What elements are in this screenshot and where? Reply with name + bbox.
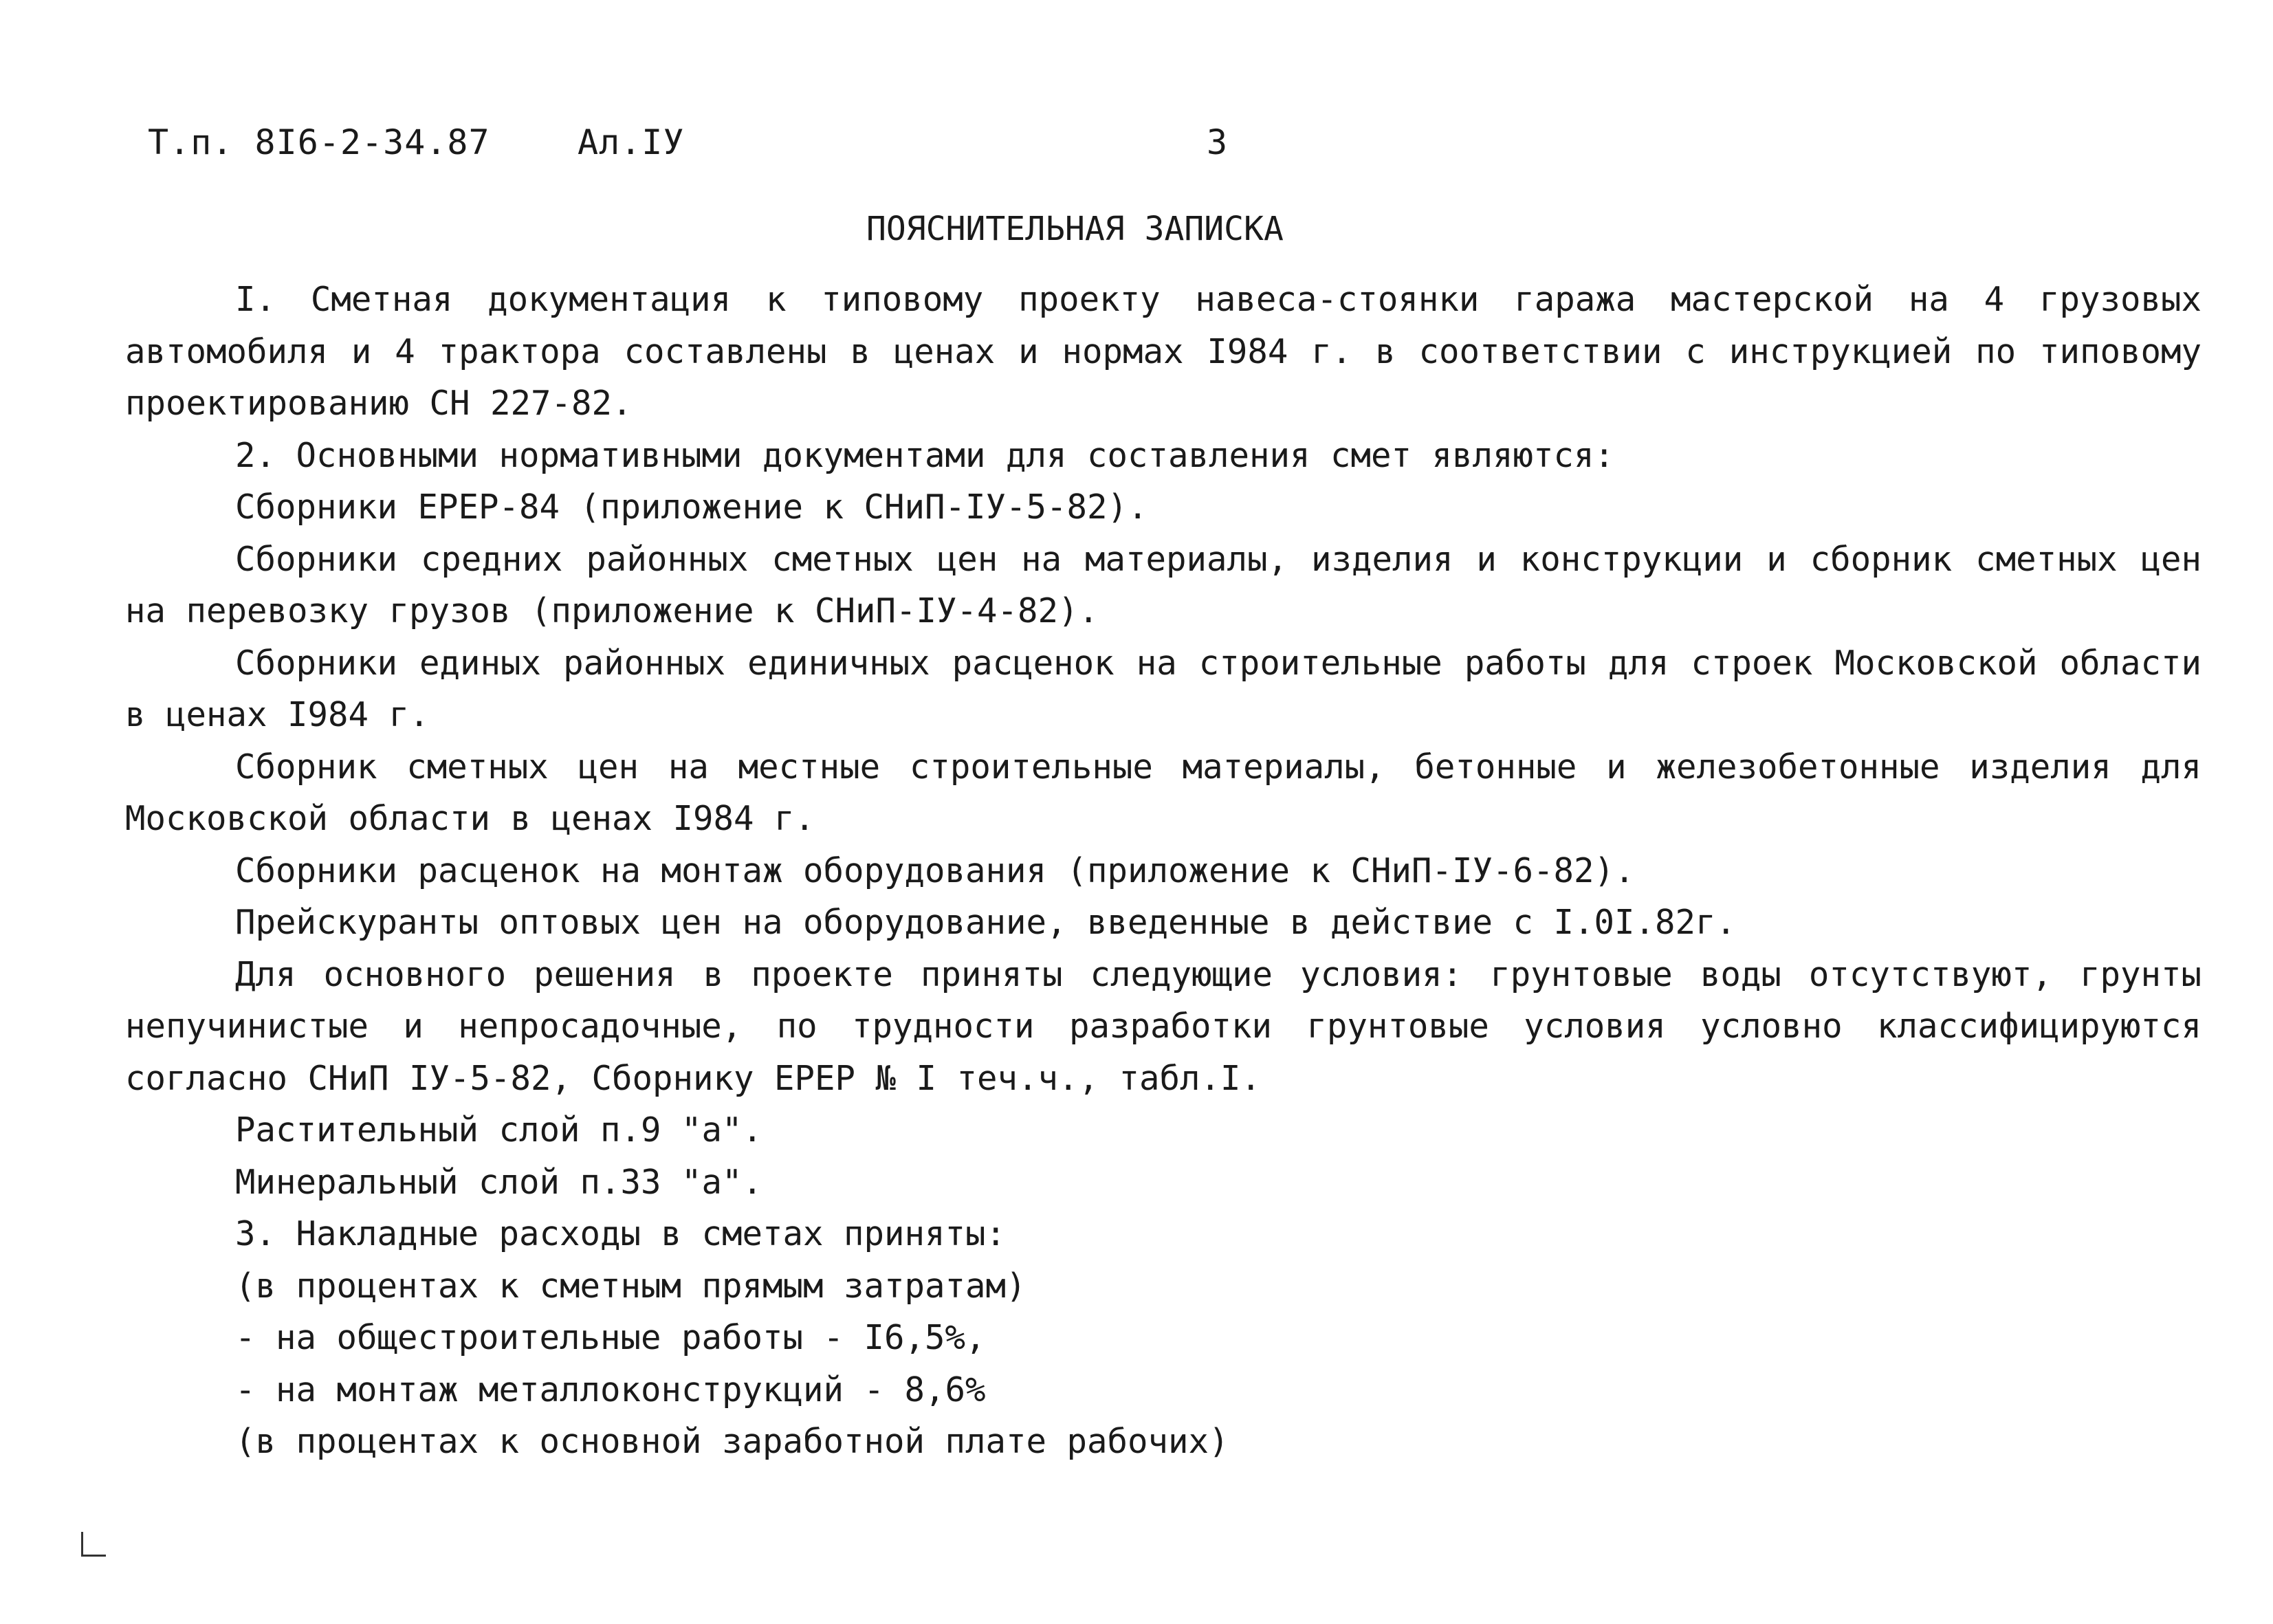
paragraph-15: - на монтаж металлоконструкций - 8,6% [235, 1370, 986, 1409]
paragraph-5: Сборники единых районных единичных расценок на строительные работы для строек Московской области в ценах I984 г. [125, 643, 2201, 734]
paragraph-1: I. Сметная документация к типовому проекту навеса-стоянки гаража мастерской на 4 грузовых автомобиля и 4 трактора составлены в ценах и нормах I984 г. в соответствии с инструкцией по типовому проектированию СН 227-82. [125, 280, 2201, 423]
page-title: ПОЯСНИТЕЛЬНАЯ ЗАПИСКА [866, 210, 1284, 248]
paragraph-9: Для основного решения в проекте приняты следующие условия: грунтовые воды отсутствуют, грунты непучинистые и непросадочные, по трудности разработки грунтовые условия условно классифицируются согласно СНиП IУ-5-82, Сборнику ЕРЕР № I теч.ч., табл.I. [125, 954, 2201, 1098]
paragraph-3: Сборники ЕРЕР-84 (приложение к СНиП-IУ-5-82). [235, 487, 1148, 527]
note-body [125, 274, 2201, 1468]
paragraph-10: Растительный слой п.9 "а". [235, 1110, 763, 1150]
corner-crop-mark [81, 1532, 106, 1557]
sheet-label: Ал.IУ [578, 122, 685, 162]
paragraph-11: Минеральный слой п.33 "а". [235, 1162, 763, 1202]
document-code: Т.п. 8I6-2-34.87 [148, 122, 490, 162]
paragraph-7: Сборники расценок на монтаж оборудования (приложение к СНиП-IУ-6-82). [235, 851, 1635, 890]
paragraph-2: 2. Основными нормативными документами для составления смет являются: [235, 435, 1615, 475]
paragraph-12: 3. Накладные расходы в сметах приняты: [235, 1214, 1007, 1253]
paragraph-16: (в процентах к основной заработной плате рабочих) [235, 1422, 1229, 1461]
paragraph-4: Сборники средних районных сметных цен на материалы, изделия и конструкции и сборник сметных цен на перевозку грузов (приложение к СНиП-IУ-4-82). [125, 539, 2201, 630]
paragraph-13: (в процентах к сметным прямым затратам) [235, 1266, 1026, 1306]
paragraph-8: Прейскуранты оптовых цен на оборудование, введенные в действие с I.0I.82г. [235, 903, 1737, 942]
page-number: 3 [1207, 122, 1229, 162]
paragraph-14: - на общестроительные работы - I6,5%, [235, 1318, 986, 1357]
paragraph-6: Сборник сметных цен на местные строительные материалы, бетонные и железобетонные изделия для Московской области в ценах I984 г. [125, 747, 2201, 838]
